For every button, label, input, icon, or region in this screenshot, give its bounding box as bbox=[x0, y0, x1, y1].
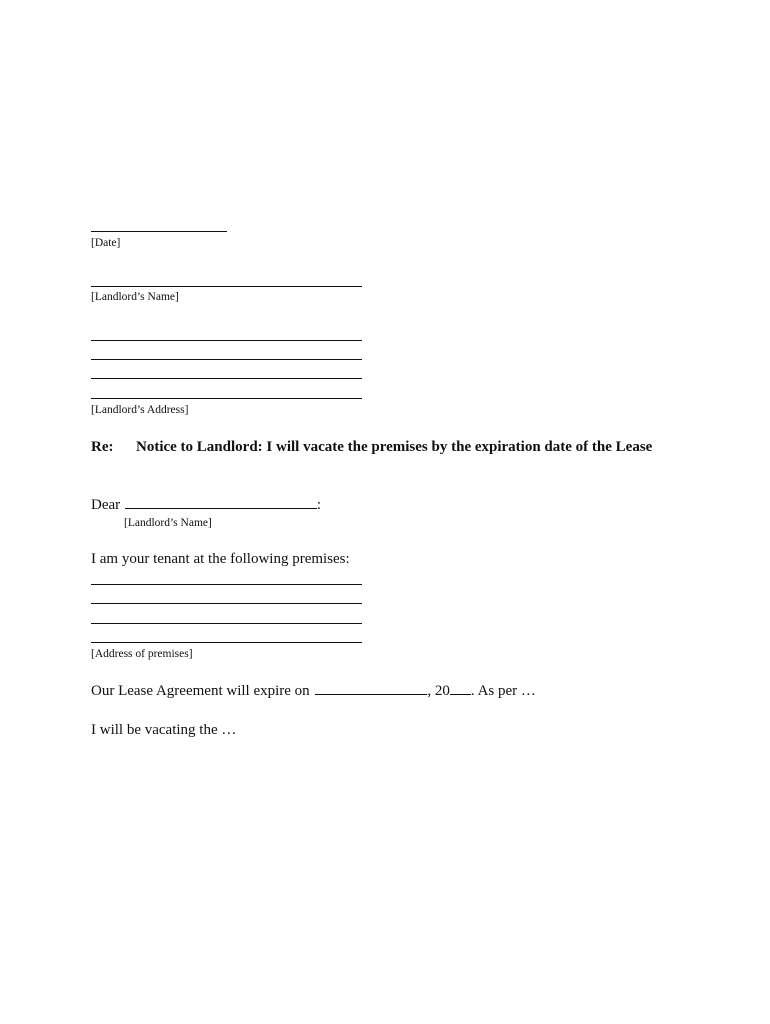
premises-address-line-3[interactable] bbox=[91, 623, 362, 624]
landlord-address-label: [Landlord’s Address] bbox=[91, 404, 189, 416]
lease-expire-sentence bbox=[91, 682, 536, 700]
re-subject: Notice to Landlord: I will vacate the premises by the expiration date of the Lease bbox=[136, 439, 653, 455]
premises-address-line-2[interactable] bbox=[91, 603, 362, 604]
tenant-statement: I am your tenant at the following premises: bbox=[91, 551, 350, 567]
salutation-word: Dear bbox=[91, 497, 121, 513]
lease-expire-suffix: . As per … bbox=[470, 683, 536, 699]
salutation bbox=[91, 496, 321, 514]
re-label: Re: bbox=[91, 439, 114, 455]
premises-address-label: [Address of premises] bbox=[91, 648, 193, 660]
date-label: [Date] bbox=[91, 237, 121, 249]
landlord-name-blank[interactable] bbox=[91, 286, 362, 287]
landlord-address-line-1[interactable] bbox=[91, 340, 362, 341]
lease-expire-year-blank[interactable] bbox=[450, 682, 471, 695]
premises-address-line-4[interactable] bbox=[91, 642, 362, 643]
landlord-name-label: [Landlord’s Name] bbox=[91, 291, 179, 303]
landlord-address-line-2[interactable] bbox=[91, 359, 362, 360]
vacating-text: I will be vacating the … bbox=[91, 722, 237, 738]
lease-expire-date-blank[interactable] bbox=[315, 682, 427, 695]
salutation-name-label: [Landlord’s Name] bbox=[124, 517, 212, 529]
salutation-name-blank[interactable] bbox=[125, 496, 317, 509]
landlord-address-line-3[interactable] bbox=[91, 378, 362, 379]
premises-address-line-1[interactable] bbox=[91, 584, 362, 585]
date-blank[interactable] bbox=[91, 231, 227, 232]
lease-expire-prefix: Our Lease Agreement will expire on bbox=[91, 683, 310, 699]
salutation-colon: : bbox=[316, 497, 322, 513]
landlord-address-line-4[interactable] bbox=[91, 398, 362, 399]
lease-expire-year-prefix: , 20 bbox=[427, 683, 450, 699]
